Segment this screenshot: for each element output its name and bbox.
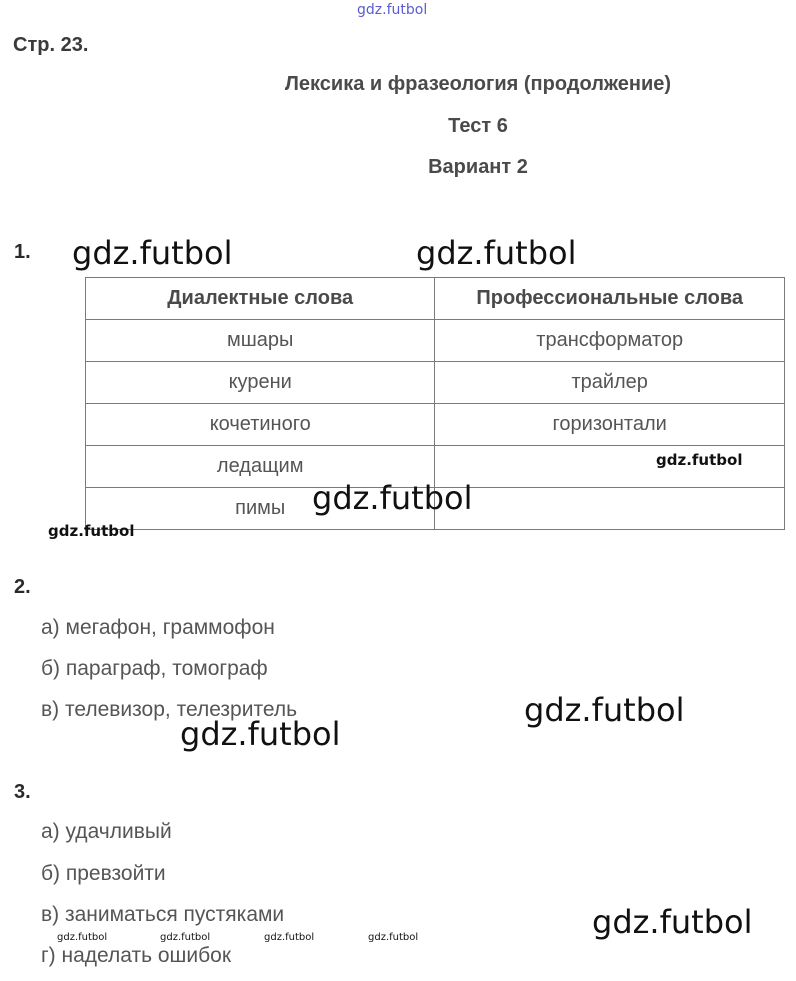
table-cell: горизонтали [435, 404, 785, 446]
watermark-top: gdz.futbol [357, 2, 428, 18]
question-1-number: 1. [14, 241, 31, 263]
watermark: gdz.futbol [368, 932, 419, 943]
watermark: gdz.futbol [160, 932, 211, 943]
table-cell: пимы [86, 488, 435, 530]
table-row [86, 362, 785, 404]
table-cell: трайлер [435, 362, 785, 404]
table-cell: кочетиного [86, 404, 435, 446]
table-cell: ледащим [86, 446, 435, 488]
watermark: gdz.futbol [416, 234, 577, 272]
q3-answer-c: в) заниматься пустяками [41, 903, 285, 926]
variant-title: Вариант 2 [428, 156, 528, 178]
section-title: Лексика и фразеология (продолжение) [284, 73, 672, 95]
test-title: Тест 6 [448, 115, 508, 137]
table-cell: курени [86, 362, 435, 404]
watermark: gdz.futbol [592, 903, 753, 941]
q2-answer-a: а) мегафон, граммофон [41, 616, 275, 639]
watermark: gdz.futbol [524, 691, 685, 729]
q3-answer-a: а) удачливый [41, 820, 172, 843]
table-cell: трансформатор [435, 320, 785, 362]
watermark: gdz.futbol [48, 522, 135, 540]
watermark: gdz.futbol [72, 234, 233, 272]
header-professional: Профессиональные слова [435, 278, 785, 320]
q3-answer-d: г) наделать ошибок [41, 944, 232, 967]
watermark: gdz.futbol [264, 932, 315, 943]
q3-answer-b: б) превзойти [41, 862, 166, 885]
table-cell [435, 488, 785, 530]
watermark: gdz.futbol [312, 479, 473, 517]
table-cell: мшары [86, 320, 435, 362]
q2-answer-b: б) параграф, томограф [41, 657, 268, 680]
question-2-number: 2. [14, 576, 31, 598]
question-3-number: 3. [14, 781, 31, 803]
page-number: Стр. 23. [13, 34, 89, 56]
watermark: gdz.futbol [57, 932, 108, 943]
watermark: gdz.futbol [656, 451, 743, 469]
table-row [86, 320, 785, 362]
watermark: gdz.futbol [180, 715, 341, 753]
q2-answer-c: в) телевизор, телезритель [41, 698, 298, 721]
table-header-row [86, 278, 785, 320]
table-row [86, 404, 785, 446]
header-dialect: Диалектные слова [86, 278, 435, 320]
